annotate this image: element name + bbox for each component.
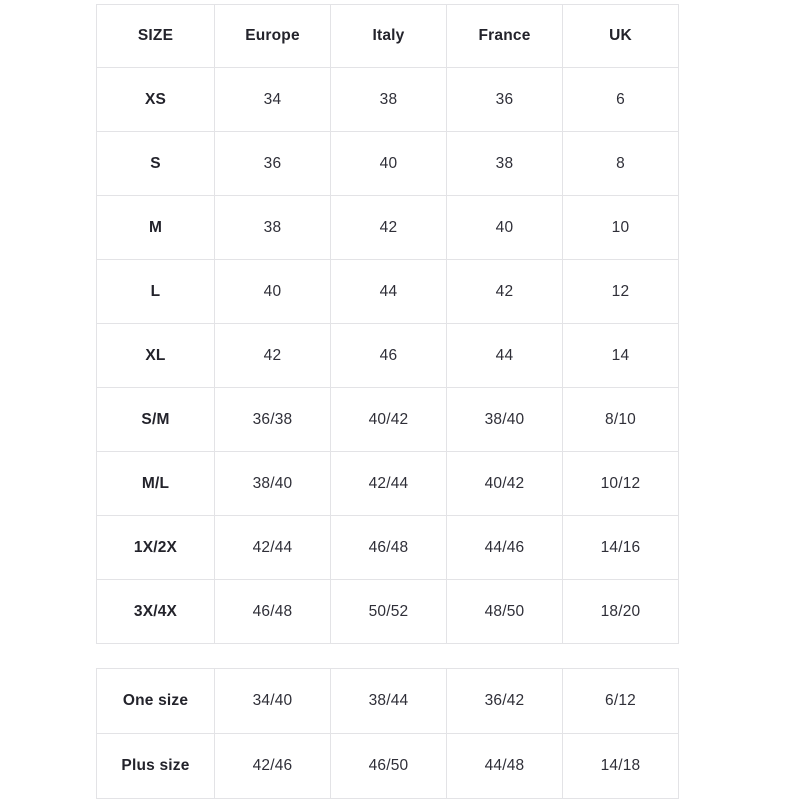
table-cell: 50/52 xyxy=(331,580,447,644)
table-row xyxy=(97,324,679,388)
row-label: L xyxy=(97,260,215,324)
table-cell: 6/12 xyxy=(563,669,679,734)
table-cell: 46/50 xyxy=(331,734,447,799)
table-cell: 36 xyxy=(215,132,331,196)
table-cell: 14 xyxy=(563,324,679,388)
table-cell: 10/12 xyxy=(563,452,679,516)
table-cell: 42 xyxy=(447,260,563,324)
column-header-europe: Europe xyxy=(215,5,331,68)
table-cell: 38 xyxy=(331,68,447,132)
table-cell: 44/46 xyxy=(447,516,563,580)
table-cell: 44 xyxy=(331,260,447,324)
table-cell: 18/20 xyxy=(563,580,679,644)
table-cell: 42 xyxy=(331,196,447,260)
row-label: XS xyxy=(97,68,215,132)
table-cell: 44 xyxy=(447,324,563,388)
column-header-france: France xyxy=(447,5,563,68)
table-cell: 38/40 xyxy=(215,452,331,516)
secondary-size-table-container xyxy=(96,668,678,799)
main-size-table-container xyxy=(96,4,678,644)
table-cell: 12 xyxy=(563,260,679,324)
table-cell: 36 xyxy=(447,68,563,132)
table-cell: 46 xyxy=(331,324,447,388)
table-row xyxy=(97,669,679,734)
table-row xyxy=(97,452,679,516)
row-label: M/L xyxy=(97,452,215,516)
table-cell: 44/48 xyxy=(447,734,563,799)
table-row xyxy=(97,260,679,324)
column-header-italy: Italy xyxy=(331,5,447,68)
table-row xyxy=(97,68,679,132)
table-cell: 36/38 xyxy=(215,388,331,452)
table-row xyxy=(97,132,679,196)
table-cell: 40 xyxy=(215,260,331,324)
table-cell: 40 xyxy=(447,196,563,260)
table-cell: 14/18 xyxy=(563,734,679,799)
row-label: 3X/4X xyxy=(97,580,215,644)
main-size-table xyxy=(96,4,679,644)
column-header-size: SIZE xyxy=(97,5,215,68)
row-label: Plus size xyxy=(97,734,215,799)
table-cell: 38 xyxy=(447,132,563,196)
table-cell: 36/42 xyxy=(447,669,563,734)
table-cell: 40/42 xyxy=(447,452,563,516)
table-cell: 14/16 xyxy=(563,516,679,580)
table-row xyxy=(97,580,679,644)
row-label: 1X/2X xyxy=(97,516,215,580)
table-cell: 10 xyxy=(563,196,679,260)
table-cell: 40/42 xyxy=(331,388,447,452)
table-cell: 42/44 xyxy=(331,452,447,516)
table-cell: 38/44 xyxy=(331,669,447,734)
table-row xyxy=(97,734,679,799)
table-cell: 42/46 xyxy=(215,734,331,799)
table-cell: 46/48 xyxy=(331,516,447,580)
table-cell: 34 xyxy=(215,68,331,132)
table-row xyxy=(97,196,679,260)
row-label: One size xyxy=(97,669,215,734)
table-cell: 6 xyxy=(563,68,679,132)
table-row xyxy=(97,516,679,580)
table-cell: 38/40 xyxy=(447,388,563,452)
table-cell: 8 xyxy=(563,132,679,196)
table-cell: 46/48 xyxy=(215,580,331,644)
table-cell: 38 xyxy=(215,196,331,260)
row-label: S/M xyxy=(97,388,215,452)
table-cell: 40 xyxy=(331,132,447,196)
table-cell: 8/10 xyxy=(563,388,679,452)
row-label: M xyxy=(97,196,215,260)
table-header-row xyxy=(97,5,679,68)
table-cell: 34/40 xyxy=(215,669,331,734)
row-label: XL xyxy=(97,324,215,388)
row-label: S xyxy=(97,132,215,196)
table-cell: 42 xyxy=(215,324,331,388)
table-row xyxy=(97,388,679,452)
secondary-size-table xyxy=(96,668,679,799)
table-cell: 48/50 xyxy=(447,580,563,644)
table-cell: 42/44 xyxy=(215,516,331,580)
column-header-uk: UK xyxy=(563,5,679,68)
